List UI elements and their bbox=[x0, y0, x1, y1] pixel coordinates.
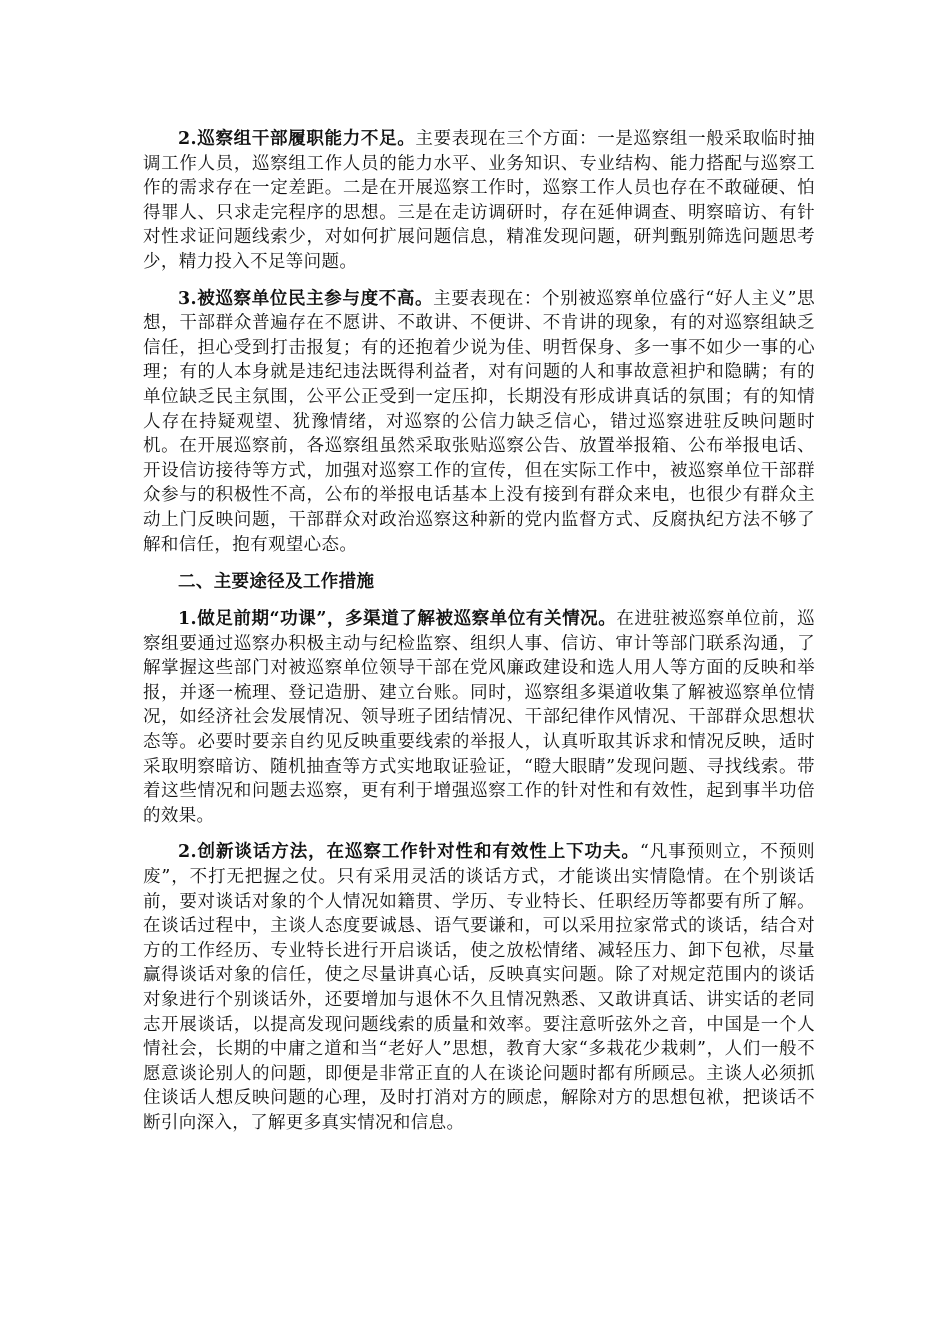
section-heading: 二、主要途径及工作措施 bbox=[178, 572, 375, 593]
paragraph-lead: 3.被巡察单位民主参与度不高。 bbox=[178, 288, 434, 309]
paragraph-preparation bbox=[143, 607, 815, 828]
paragraph-body: 主要表现在：个别被巡察单位盛行“好人主义”思想，干部群众普遍存在不愿讲、不敢讲、不便讲、不肯讲的现象，有的对巡察组缺乏信任，担心受到打击报复；有的还抱着少说为佳、明哲保身、多一事不如少一事的心理；有的人本身就是违纪违法既得利益者，对有问题的人和事故意袒护和隐瞒；有的单位缺乏民主氛围，公平公正受到一定压抑，长期没有形成讲真话的氛围；有的知情人存在持疑观望、犹豫情绪，对巡察的公信力缺乏信心，错过巡察进驻反映问题时机。在开展巡察前，各巡察组虽然采取张贴巡察公告、放置举报箱、公布举报电话、开设信访接待等方式，加强对巡察工作的宣传，但在实际工作中，被巡察单位干部群众参与的积极性不高，公布的举报电话基本上没有接到有群众来电，也很少有群众主动上门反映问题，干部群众对政治巡察这种新的党内监督方式、反腐执纪方法不够了解和信任，抱有观望心态。 bbox=[143, 288, 815, 555]
paragraph-democratic-participation bbox=[143, 287, 815, 558]
paragraph-lead: 2.巡察组干部履职能力不足。 bbox=[178, 129, 416, 149]
paragraph-body: 主要表现在三个方面：一是巡察组一般采取临时抽调工作人员，巡察组工作人员的能力水平、业务知识、专业结构、能力搭配与巡察工作的需求存在一定差距。二是在开展巡察工作时，巡察工作人员也存在不敢碰硬、怕得罪人、只求走完程序的思想。三是在走访调研时，存在延伸调查、明察暗访、有针对性求证问题线索少，对如何扩展问题信息，精准发现问题，研判甄别筛选问题思考少，精力投入不足等问题。 bbox=[143, 129, 815, 272]
document-page bbox=[143, 127, 815, 1136]
paragraph-cadre-capability bbox=[143, 127, 815, 275]
paragraph-lead: 1.做足前期“功课”，多渠道了解被巡察单位有关情况。 bbox=[178, 609, 617, 630]
paragraph-lead: 2.创新谈话方法，在巡察工作针对性和有效性上下功夫。 bbox=[178, 842, 640, 863]
paragraph-interview-methods bbox=[143, 840, 815, 1135]
paragraph-body: 在进驻被巡察单位前，巡察组要通过巡察办积极主动与纪检监察、组织人事、信访、审计等部门联系沟通，了解掌握这些部门对被巡察单位领导干部在党风廉政建设和选人用人等方面的反映和举报，并逐一梳理、登记造册、建立台账。同时，巡察组多渠道收集了解被巡察单位情况，如经济社会发展情况、领导班子团结情况、干部纪律作风情况、干部群众思想状态等。必要时要亲自约见反映重要线索的举报人，认真听取其诉求和情况反映，适时采取明察暗访、随机抽查等方式实地取证验证，“瞪大眼睛”发现问题、寻找线索。带着这些情况和问题去巡察，更有利于增强巡察工作的针对性和有效性，起到事半功倍的效果。 bbox=[143, 609, 816, 826]
paragraph-body: “凡事预则立，不预则废”，不打无把握之仗。只有采用灵活的谈话方式，才能谈出实情隐情。在个别谈话前，要对谈话对象的个人情况如籍贯、学历、专业特长、任职经历等都要有所了解。在谈话过程中，主谈人态度要诚恳、语气要谦和，可以采用拉家常式的谈话，结合对方的工作经历、专业特长进行开启谈话，使之放松情绪、减轻压力、卸下包袱，尽量赢得谈话对象的信任，使之尽量讲真心话，反映真实问题。除了对规定范围内的谈话对象进行个别谈话外，还要增加与退休不久且情况熟悉、又敢讲真话、讲实话的老同志开展谈话，以提高发现问题线索的质量和效率。要注意听弦外之音，中国是一个人情社会，长期的中庸之道和当“老好人”思想，教育大家“多栽花少栽刺”，人们一般不愿意谈论别人的问题，即便是非常正直的人在谈论问题时都有所顾忌。主谈人必须抓住谈话人想反映问题的心理，及时打消对方的顾虑，解除对方的思想包袱，把谈话不断引向深入，了解更多真实情况和信息。 bbox=[143, 842, 815, 1133]
